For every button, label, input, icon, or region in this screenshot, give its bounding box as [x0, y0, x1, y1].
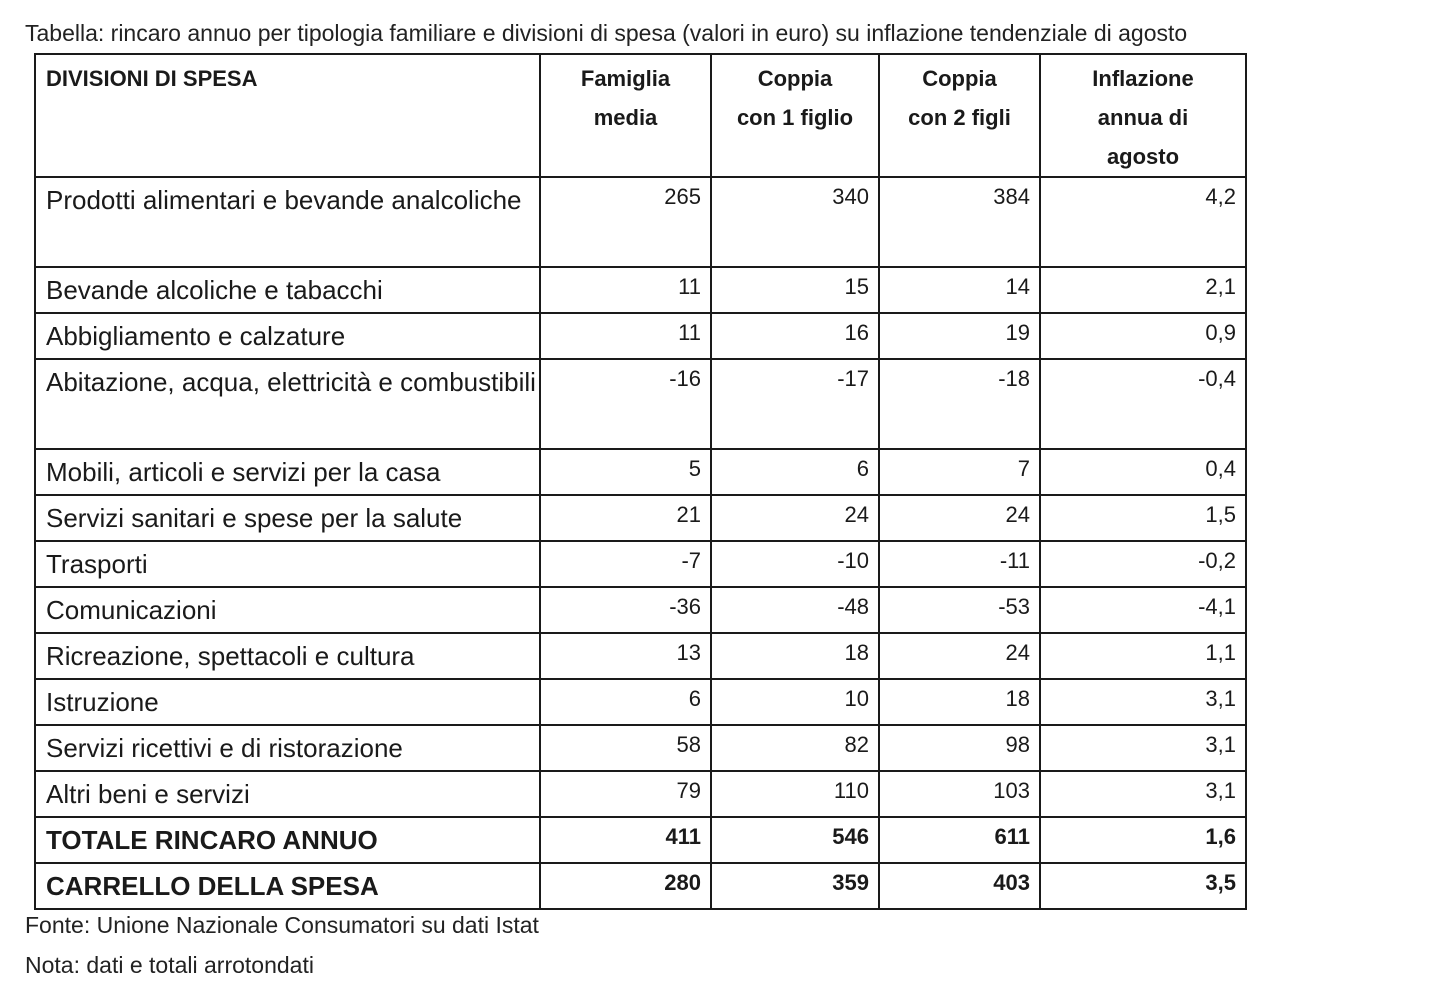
cell-coppia-2-figli: 24: [879, 633, 1040, 679]
table-row: [35, 313, 1246, 359]
cell-inflazione: 0,4: [1040, 449, 1246, 495]
row-label: Bevande alcoliche e tabacchi: [35, 267, 540, 313]
cell-famiglia-media: 13: [540, 633, 711, 679]
table-row: [35, 177, 1246, 267]
cell-inflazione: 4,2: [1040, 177, 1246, 267]
table-row: [35, 541, 1246, 587]
row-label: Altri beni e servizi: [35, 771, 540, 817]
cell-inflazione: 3,1: [1040, 679, 1246, 725]
cart-row: [35, 863, 1246, 909]
cell-famiglia-media: 11: [540, 313, 711, 359]
cell-inflazione: 0,9: [1040, 313, 1246, 359]
cell-inflazione: -4,1: [1040, 587, 1246, 633]
header-coppia-1-figlio: Coppia con 1 figlio: [711, 54, 879, 177]
cell-coppia-2-figli: -53: [879, 587, 1040, 633]
cell-coppia-1-figlio: 546: [711, 817, 879, 863]
cell-coppia-2-figli: 98: [879, 725, 1040, 771]
cell-inflazione: 1,6: [1040, 817, 1246, 863]
header-divisioni: DIVISIONI DI SPESA: [35, 54, 540, 177]
table-row: [35, 495, 1246, 541]
cell-inflazione: 2,1: [1040, 267, 1246, 313]
cell-coppia-1-figlio: 10: [711, 679, 879, 725]
row-label: TOTALE RINCARO ANNUO: [35, 817, 540, 863]
cell-famiglia-media: 265: [540, 177, 711, 267]
spending-table: [34, 53, 1247, 910]
cell-coppia-2-figli: -18: [879, 359, 1040, 449]
cell-coppia-1-figlio: 359: [711, 863, 879, 909]
table-row: [35, 359, 1246, 449]
header-coppia-2-figli: Coppia con 2 figli: [879, 54, 1040, 177]
cell-coppia-2-figli: 18: [879, 679, 1040, 725]
cell-coppia-2-figli: 403: [879, 863, 1040, 909]
cell-coppia-1-figlio: -48: [711, 587, 879, 633]
cell-inflazione: -0,2: [1040, 541, 1246, 587]
cell-famiglia-media: 411: [540, 817, 711, 863]
cell-inflazione: 1,5: [1040, 495, 1246, 541]
cell-coppia-1-figlio: 82: [711, 725, 879, 771]
cell-coppia-1-figlio: 6: [711, 449, 879, 495]
cell-inflazione: 3,5: [1040, 863, 1246, 909]
footnote: Nota: dati e totali arrotondati: [25, 952, 314, 978]
header-inflazione: Inflazione annua di agosto: [1040, 54, 1246, 177]
cell-coppia-2-figli: 24: [879, 495, 1040, 541]
table-row: [35, 633, 1246, 679]
row-label: CARRELLO DELLA SPESA: [35, 863, 540, 909]
cell-coppia-2-figli: 7: [879, 449, 1040, 495]
cell-coppia-2-figli: 384: [879, 177, 1040, 267]
table-row: [35, 725, 1246, 771]
row-label: Istruzione: [35, 679, 540, 725]
cell-coppia-1-figlio: 24: [711, 495, 879, 541]
cell-famiglia-media: -36: [540, 587, 711, 633]
row-label: Ricreazione, spettacoli e cultura: [35, 633, 540, 679]
cell-famiglia-media: 6: [540, 679, 711, 725]
cell-inflazione: 3,1: [1040, 725, 1246, 771]
cell-inflazione: 3,1: [1040, 771, 1246, 817]
row-label: Servizi ricettivi e di ristorazione: [35, 725, 540, 771]
table-caption: Tabella: rincaro annuo per tipologia familiare e divisioni di spesa (valori in euro) su inflazione tendenziale di agosto: [25, 20, 1188, 46]
cell-coppia-2-figli: 19: [879, 313, 1040, 359]
cell-coppia-1-figlio: -10: [711, 541, 879, 587]
cell-inflazione: 1,1: [1040, 633, 1246, 679]
cell-famiglia-media: 5: [540, 449, 711, 495]
cell-coppia-1-figlio: -17: [711, 359, 879, 449]
row-label: Mobili, articoli e servizi per la casa: [35, 449, 540, 495]
source-note: Fonte: Unione Nazionale Consumatori su dati Istat: [25, 912, 539, 938]
cell-inflazione: -0,4: [1040, 359, 1246, 449]
cell-coppia-2-figli: -11: [879, 541, 1040, 587]
total-row: [35, 817, 1246, 863]
cell-famiglia-media: 280: [540, 863, 711, 909]
table-row: [35, 771, 1246, 817]
cell-famiglia-media: 58: [540, 725, 711, 771]
cell-famiglia-media: -16: [540, 359, 711, 449]
row-label: Comunicazioni: [35, 587, 540, 633]
row-label: Servizi sanitari e spese per la salute: [35, 495, 540, 541]
cell-famiglia-media: 11: [540, 267, 711, 313]
cell-coppia-1-figlio: 18: [711, 633, 879, 679]
table-row: [35, 679, 1246, 725]
row-label: Abbigliamento e calzature: [35, 313, 540, 359]
table-row: [35, 449, 1246, 495]
table-row: [35, 587, 1246, 633]
cell-famiglia-media: 21: [540, 495, 711, 541]
cell-coppia-1-figlio: 16: [711, 313, 879, 359]
table-row: [35, 267, 1246, 313]
cell-famiglia-media: 79: [540, 771, 711, 817]
cell-coppia-2-figli: 611: [879, 817, 1040, 863]
cell-coppia-1-figlio: 110: [711, 771, 879, 817]
cell-coppia-2-figli: 103: [879, 771, 1040, 817]
header-row: [35, 54, 1246, 177]
cell-coppia-1-figlio: 340: [711, 177, 879, 267]
cell-famiglia-media: -7: [540, 541, 711, 587]
cell-coppia-2-figli: 14: [879, 267, 1040, 313]
row-label: Abitazione, acqua, elettricità e combustibili: [35, 359, 540, 449]
row-label: Trasporti: [35, 541, 540, 587]
header-famiglia-media: Famiglia media: [540, 54, 711, 177]
cell-coppia-1-figlio: 15: [711, 267, 879, 313]
row-label: Prodotti alimentari e bevande analcoliche: [35, 177, 540, 267]
